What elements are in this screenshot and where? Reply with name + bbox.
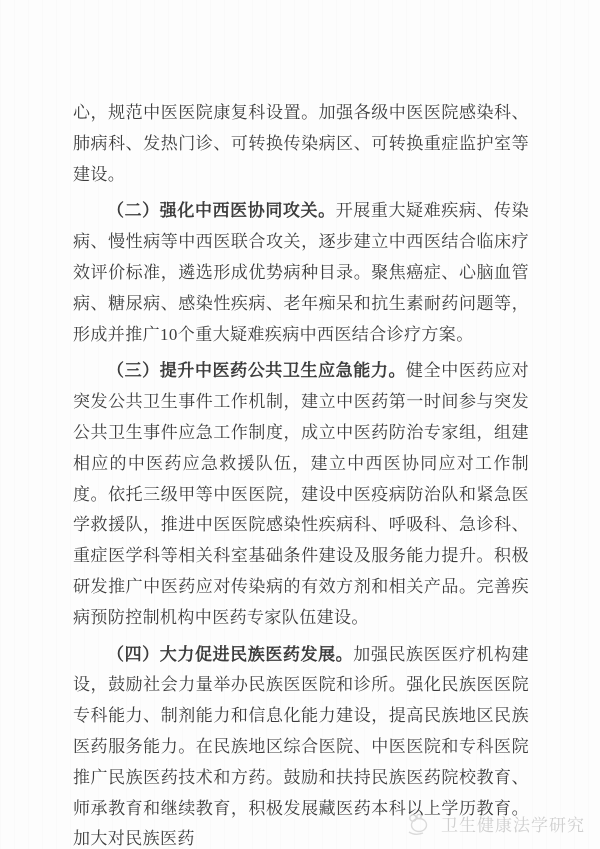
paragraph-text: 健全中医药应对突发公共卫生事件工作机制，建立中医药第一时间参与突发公共卫生事件应急工作制度，成立中医药防治专家组，组建相应的中医药应急救援队伍，建立中西医协同应对工作制度。依托三级甲等中医医院，建设中医疫病防治队和紧急医学救援队，推进中医医院感染性疾病科、呼吸科、急诊科、重症医学科等相关科室基础条件建设及服务能力提升。积极研发推广中医药应对传染病的有效方剂和相关产品。完善疾病预防控制机构中医药专家队伍建设。: [73, 361, 529, 627]
paragraph-text: 加强民族医医疗机构建设，鼓励社会力量举办民族医医院和诊所。强化民族医医院专科能力、制剂能力和信息化能力建设，提高民族地区民族医药服务能力。在民族地区综合医院、中医医院和专科医院推广民族医药技术和方药。鼓励和扶持民族医药院校教育、师承教育和继续教育，积极发展藏医药本科以上学历教育。加大对民族医药: [73, 644, 529, 849]
paragraph: [73, 196, 529, 350]
panda-logo-icon: [406, 812, 436, 836]
watermark-text: 卫生健康法学研究: [441, 816, 585, 835]
section-heading-3: （三）提升中医药公共卫生应急能力。: [107, 361, 407, 381]
paragraph: [73, 356, 529, 633]
section-heading-2: （二）强化中西医协同攻关。: [107, 201, 336, 221]
paragraph-text: 开展重大疑难疾病、传染病、慢性病等中西医联合攻关，逐步建立中西医结合临床疗效评价标准，遴选形成优势病种目录。聚焦癌症、心脑血管病、糖尿病、感染性疾病、老年痴呆和抗生素耐药问题等，形成并推广10个重大疑难疾病中西医结合诊疗方案。: [73, 201, 529, 344]
watermark: [406, 811, 585, 836]
section-heading-4: （四）大力促进民族医药发展。: [107, 644, 354, 664]
paragraph-text: 心，规范中医医院康复科设置。加强各级中医医院感染科、肺病科、发热门诊、可转换传染病区、可转换重症监护室等建设。: [73, 103, 529, 184]
document-body: [73, 98, 529, 849]
paragraph: [73, 98, 529, 190]
